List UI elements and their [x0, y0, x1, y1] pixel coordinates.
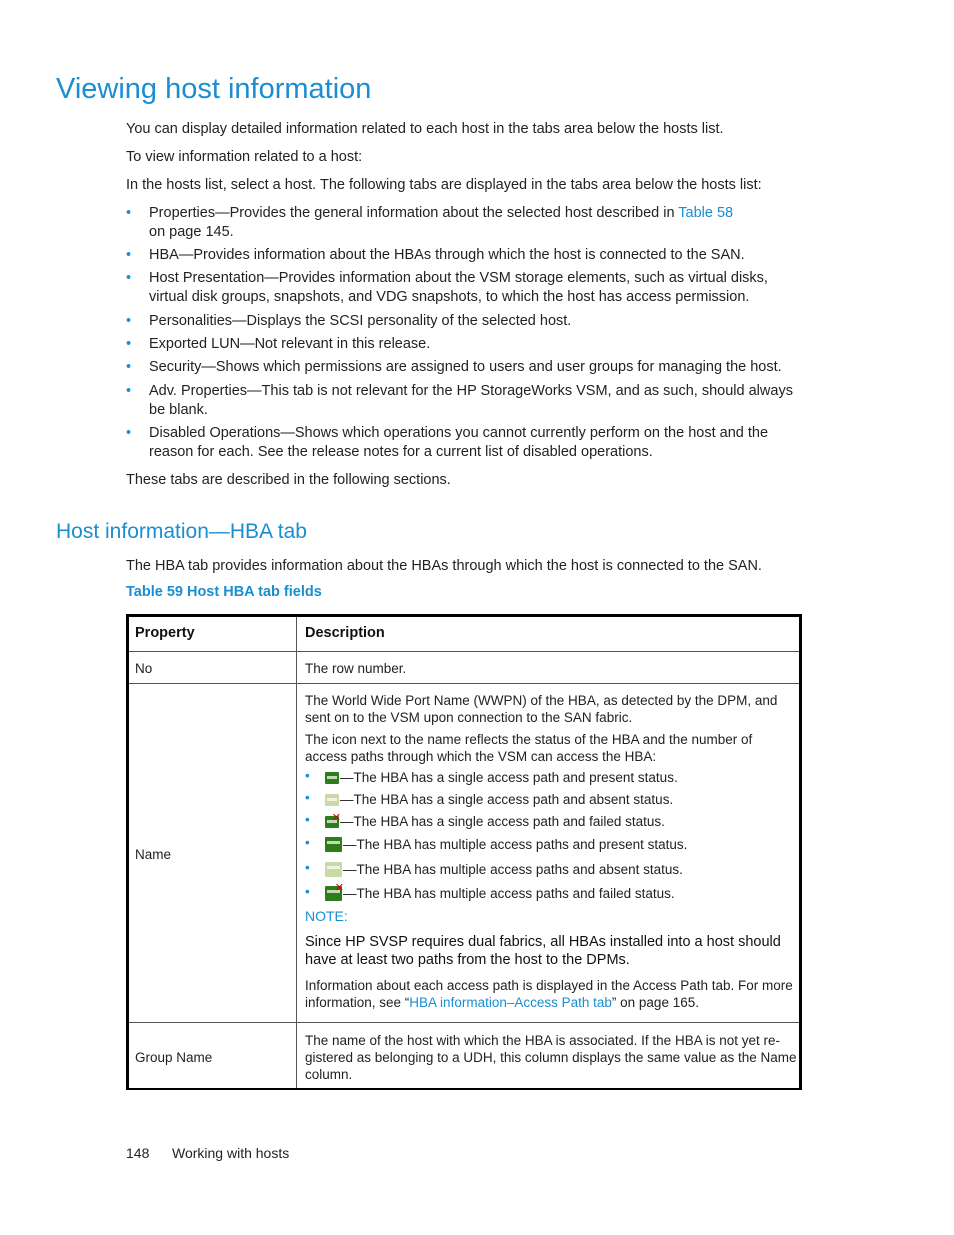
section-heading: Host information—HBA tab [56, 520, 307, 543]
bullet-dot: • [305, 860, 310, 875]
note-text: Since HP SVSP requires dual fabrics, all HBAs installed into a host should have at least two paths from the host to the DPMs. [305, 934, 781, 968]
access-path-tab-link[interactable]: HBA information–Access Path tab [409, 995, 612, 1010]
status-multi-present: —The HBA has multiple access paths and present status. [325, 837, 687, 852]
name-description-1: The World Wide Port Name (WWPN) of the HBA, as detected by the DPM, and sent on to the VSM upon connection to the SAN fabric. [305, 693, 778, 725]
bullet-dot: • [126, 270, 132, 286]
after-bullets-paragraph: These tabs are described in the following sections. [126, 472, 451, 488]
intro-paragraph-3: In the hosts list, select a host. The following tabs are displayed in the tabs area below the hosts list: [126, 177, 762, 193]
hba-single-failed-icon: ✕ [325, 816, 339, 828]
header-description: Description [305, 625, 385, 641]
header-property: Property [135, 625, 195, 641]
status-multi-failed: ✕ —The HBA has multiple access paths and failed status. [325, 886, 675, 901]
table-58-link[interactable]: Table 58 [678, 205, 734, 221]
status-single-present: —The HBA has a single access path and present status. [325, 770, 678, 785]
row-no-description: The row number. [305, 661, 407, 676]
row-divider [129, 651, 799, 652]
row-divider [129, 683, 799, 684]
column-divider [296, 617, 297, 1088]
bullet-dot: • [305, 884, 310, 899]
status-multi-absent: —The HBA has multiple access paths and absent status. [325, 862, 683, 877]
bullet-dot: • [126, 313, 132, 329]
access-path-info: Information about each access path is displayed in the Access Path tab. For more information, see “HBA information–Access Path tab” on page 165. [305, 978, 793, 1010]
row-group-property: Group Name [135, 1050, 213, 1065]
bullet-dot: • [126, 383, 132, 399]
row-group-description: The name of the host with which the HBA is associated. If the HBA is not yet re-gistered as belonging to a UDH, this column displays the same value as the Name column. [305, 1033, 797, 1082]
bullet-dot: • [305, 768, 310, 783]
status-single-failed: ✕ —The HBA has a single access path and failed status. [325, 814, 665, 829]
note-label: NOTE: [305, 908, 348, 924]
intro-paragraph-1: You can display detailed information related to each host in the tabs area below the hosts list. [126, 121, 724, 137]
row-name-property: Name [135, 847, 172, 862]
table-caption: Table 59 Host HBA tab fields [126, 584, 322, 600]
name-description-2: The icon next to the name reflects the status of the HBA and the number of access paths through which the VSM can access the HBA: [305, 732, 753, 764]
row-no-property: No [135, 661, 153, 676]
bullet-dot: • [126, 247, 132, 263]
intro-paragraph-2: To view information related to a host: [126, 149, 363, 165]
page-title: Viewing host information [56, 73, 372, 105]
hba-multi-failed-icon: ✕ [325, 886, 342, 901]
footer-section: Working with hosts [172, 1145, 290, 1161]
hba-multi-present-icon [325, 837, 342, 852]
bullet-dot: • [126, 359, 132, 375]
hba-single-present-icon [325, 772, 339, 784]
section-paragraph: The HBA tab provides information about the HBAs through which the host is connected to the SAN. [126, 558, 762, 574]
bullet-dot: • [126, 425, 132, 441]
bullet-dot: • [126, 336, 132, 352]
hba-multi-absent-icon [325, 862, 342, 877]
bullet-dot: • [305, 812, 310, 827]
hba-single-absent-icon [325, 794, 339, 806]
page-number: 148 [126, 1145, 150, 1161]
status-single-absent: —The HBA has a single access path and absent status. [325, 792, 673, 807]
bullet-dot: • [126, 205, 132, 221]
row-divider [129, 1022, 799, 1023]
hba-fields-table [126, 614, 802, 1090]
bullet-dot: • [305, 790, 310, 805]
bullet-dot: • [305, 835, 310, 850]
